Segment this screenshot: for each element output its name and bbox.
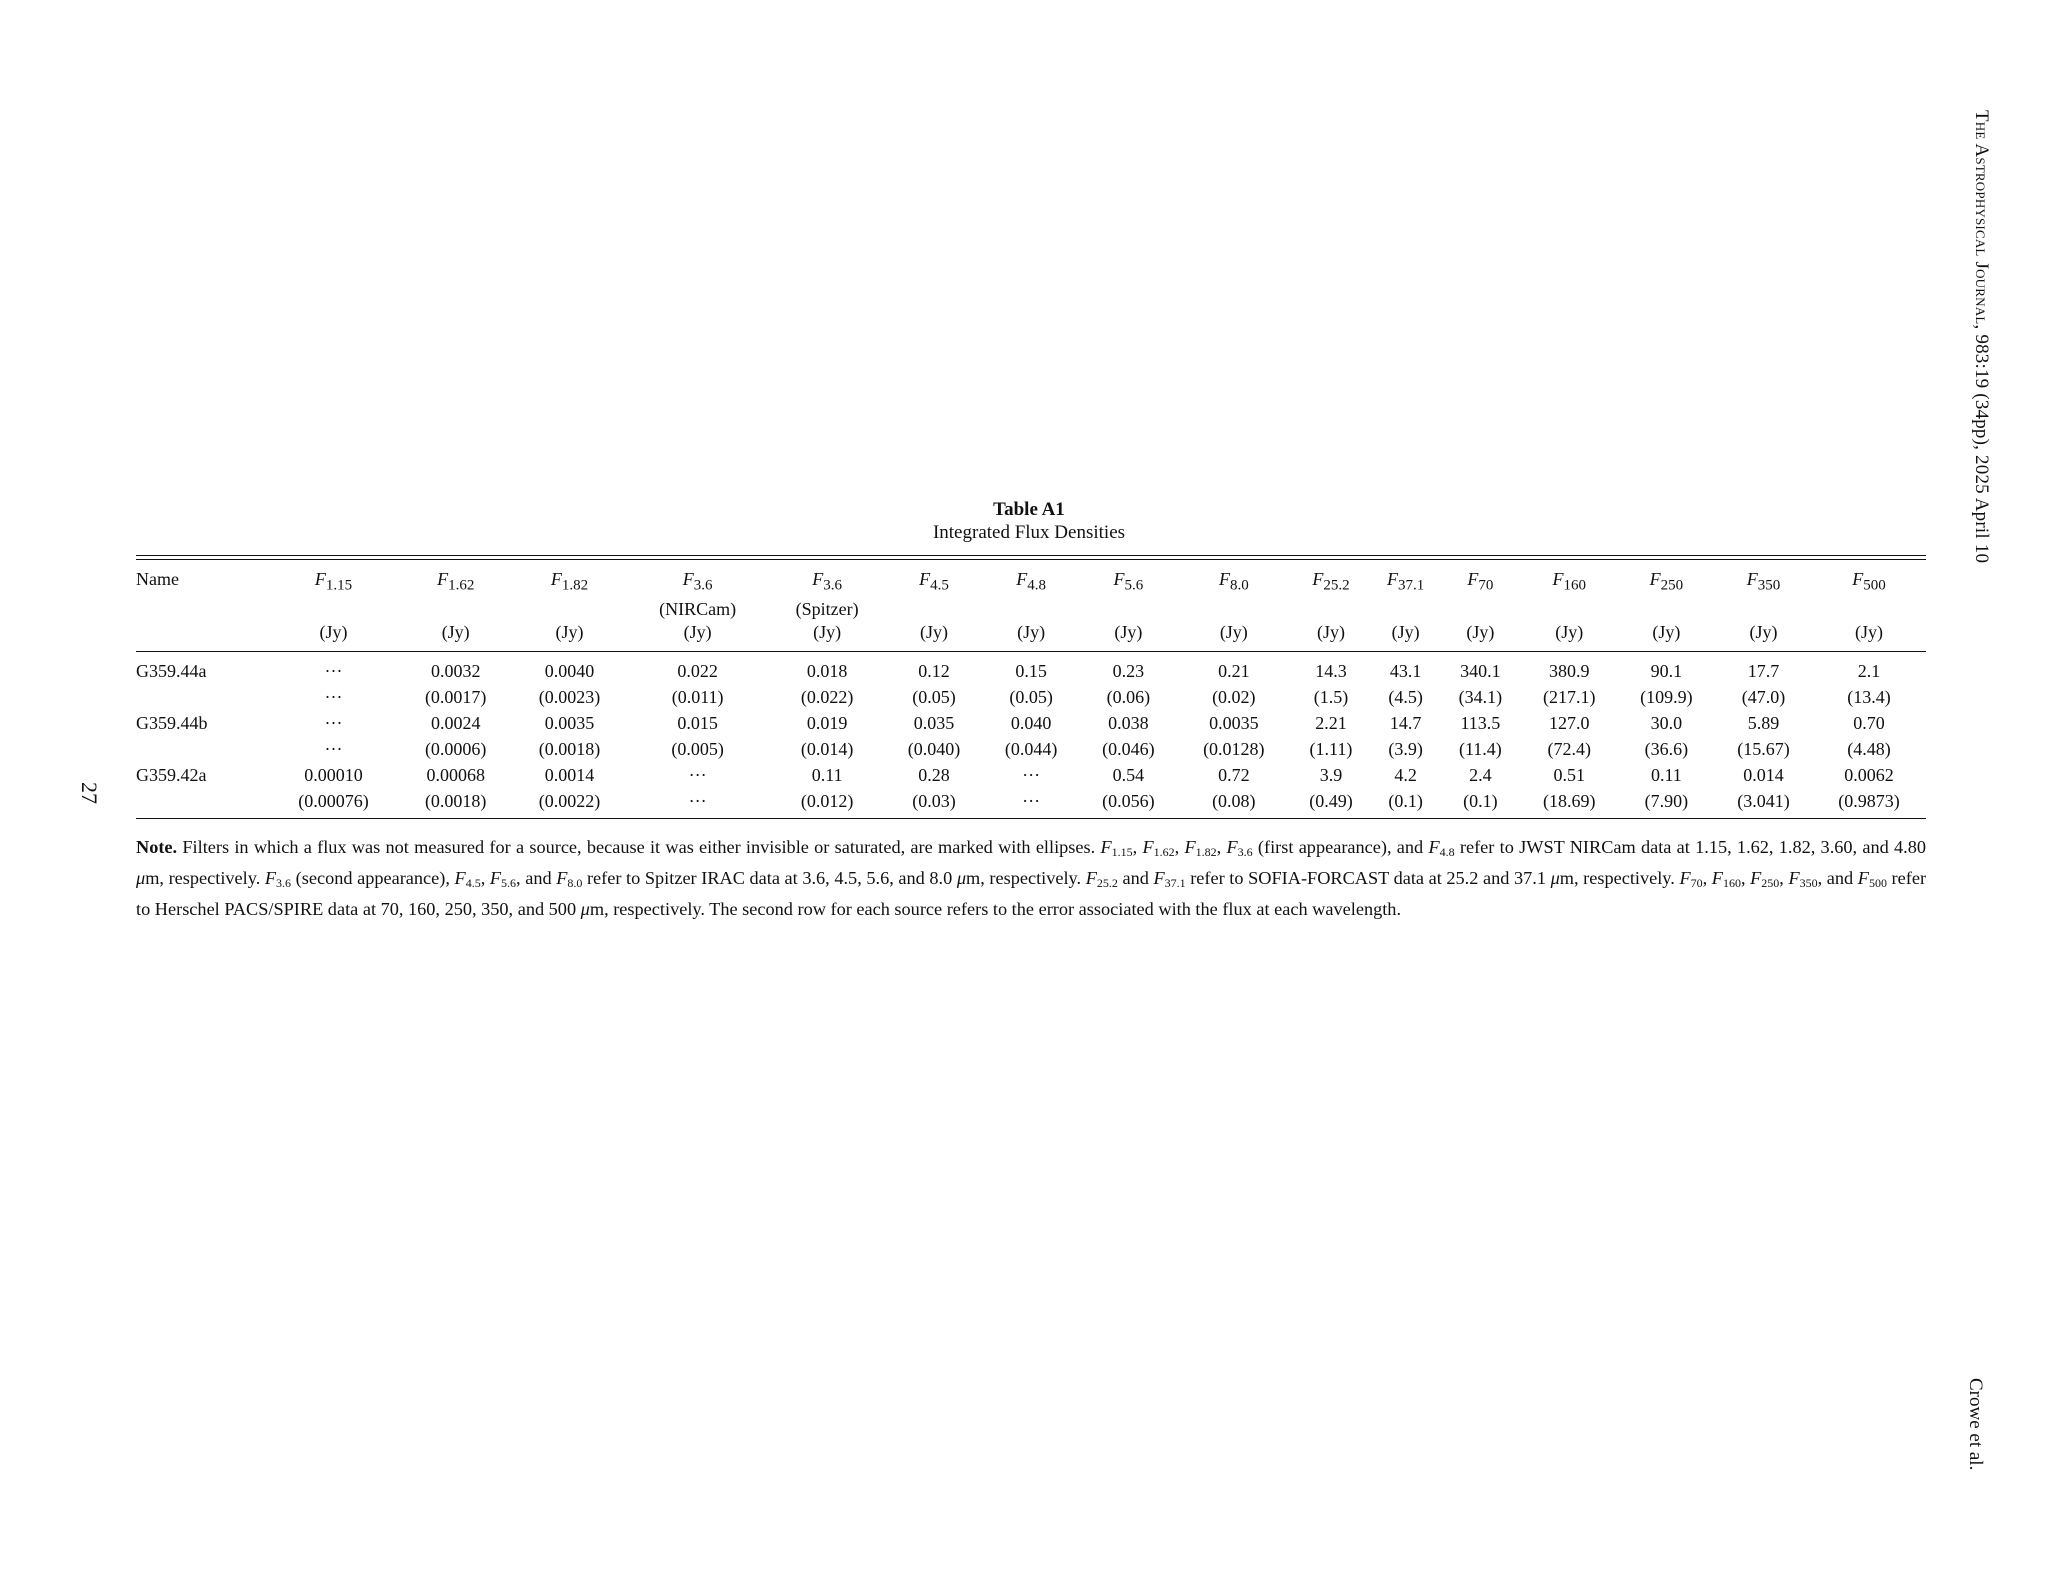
table-cell: ··· [324,712,343,733]
table-cell: 4.2 [1394,764,1417,785]
header-row-units [136,621,1926,652]
table-title: Integrated Flux Densities [932,522,1126,543]
column-header-instrument [1618,597,1715,621]
table-cell: (0.040) [907,738,961,759]
note-subscript: 1.15 [1111,845,1133,859]
column-header-symbol [1177,560,1291,597]
note-mu: μ [136,868,146,888]
flux-subscript: 160 [1563,577,1586,594]
table-cell: (0.044) [1004,738,1058,759]
table-cell: 0.15 [1015,660,1047,681]
column-header-spacer [136,621,268,652]
column-header-instrument [268,597,398,621]
note-mu: μ [956,868,966,888]
flux-symbol: F [682,569,694,589]
table-cell: (0.1) [1440,788,1521,819]
column-header-name: Name [136,569,179,589]
table-cell: (0.0018) [399,788,513,819]
table-row [136,788,1926,819]
flux-subscript: 3.6 [693,577,713,594]
flux-table [136,560,1926,819]
note-subscript: 8.0 [567,876,583,890]
note-symbol: F [1750,868,1762,888]
table-cell: 90.1 [1650,660,1683,681]
flux-symbol: F [1852,569,1864,589]
note-symbol: F [1153,868,1165,888]
note-text: Filters in which a flux was not measured for a source, because it was either invisible or saturated, are marked with ellipses. [177,837,1101,857]
table-cell: ··· [324,738,343,759]
flux-subscript: 5.6 [1124,577,1144,594]
running-header [1964,110,1992,630]
column-header-unit: (Jy) [1371,621,1440,652]
table-cell: ··· [983,788,1080,819]
column-header-symbol [1521,560,1618,597]
note-text: m, respectively. [966,868,1086,888]
table-cell: (0.056) [1080,788,1177,819]
table-cell: 43.1 [1389,660,1422,681]
flux-symbol: F [1387,569,1399,589]
note-subscript: 5.6 [501,876,517,890]
column-header-unit: (Jy) [1440,621,1521,652]
table-cell: 0.022 [677,660,718,681]
flux-symbol: F [1467,569,1479,589]
note-text: , [1779,868,1789,888]
table-cell: 0.0062 [1844,764,1894,785]
note-subscript: 37.1 [1164,876,1186,890]
note-mu: μ [1550,868,1560,888]
column-header-symbol [268,560,398,597]
flux-symbol: F [1016,569,1028,589]
table-cell: 0.54 [1112,764,1145,785]
note-text: (first appearance), and [1252,837,1429,857]
table-cell: 0.0032 [430,660,481,681]
source-name [136,736,268,762]
table-cell: ··· [324,660,343,681]
table-row [136,684,1926,710]
table-cell: (0.00076) [268,788,398,819]
table-cell: (0.0023) [538,686,601,707]
column-header-unit: (Jy) [1080,621,1177,652]
table-row [136,736,1926,762]
table-cell: 127.0 [1548,712,1590,733]
flux-symbol: F [919,569,931,589]
note-symbol: F [489,868,502,888]
column-header-symbol [1812,560,1926,597]
table-body [136,651,1926,818]
flux-subscript: 25.2 [1323,577,1350,594]
note-subscript: 1.62 [1153,845,1175,859]
table-cell: (13.4) [1847,686,1891,707]
table-cell: 0.21 [1218,660,1250,681]
table-note [136,834,1926,922]
column-header-instrument [1715,597,1812,621]
column-header-unit: (Jy) [626,621,768,652]
column-header-symbol [513,560,627,597]
note-text: , and [1817,868,1858,888]
table-cell: 30.0 [1650,712,1683,733]
column-header-instrument [399,597,513,621]
table-cell: 0.040 [1010,712,1052,733]
note-subscript: 4.8 [1439,845,1455,859]
table-cell: 0.00010 [304,764,363,785]
column-header-unit: (Jy) [1715,621,1812,652]
source-name: G359.44b [136,712,208,733]
table-cell: 17.7 [1747,660,1780,681]
column-header-instrument [1521,597,1618,621]
note-symbol: F [1428,837,1440,857]
table-cell: 113.5 [1460,712,1501,733]
column-header-symbol [769,560,886,597]
column-header-symbol [626,560,768,597]
table-cell: 2.21 [1315,712,1347,733]
flux-symbol: F [314,569,326,589]
note-symbol: F [264,868,277,888]
source-name: G359.42a [136,764,207,785]
flux-symbol: F [1113,569,1125,589]
source-name: G359.44a [136,660,207,681]
table-cell: (4.5) [1388,686,1423,707]
flux-symbol: F [1218,569,1230,589]
column-header-symbol [1291,560,1372,597]
column-header-symbol [983,560,1080,597]
table-cell: (3.041) [1715,788,1812,819]
source-name [136,788,268,819]
note-subscript: 500 [1868,876,1887,890]
note-text: m, respectively. [145,868,265,888]
note-text: , [1174,837,1185,857]
table-cell: (15.67) [1737,738,1790,759]
table-cell: (0.08) [1177,788,1291,819]
table-cell: (4.48) [1847,738,1891,759]
column-header-instrument [885,597,982,621]
table-cell: (3.9) [1388,738,1423,759]
table-cell: (0.046) [1102,738,1155,759]
column-header-symbol [1715,560,1812,597]
table-cell: 0.0014 [544,764,595,785]
note-subscript: 250 [1761,876,1780,890]
column-header-instrument [983,597,1080,621]
note-subscript: 1.82 [1195,845,1217,859]
table-cell: (0.012) [769,788,886,819]
flux-symbol: F [1746,569,1758,589]
note-text: m, respectively. The second row for each source refers to the error associated with the flux at each wavelength. [589,899,1402,919]
flux-symbol: F [1312,569,1324,589]
column-header-instrument [513,597,627,621]
table-cell: 0.0024 [430,712,481,733]
table-cell: (47.0) [1741,686,1786,707]
table-cell: 0.12 [918,660,950,681]
table-cell: (0.022) [800,686,854,707]
table-cell: 0.70 [1853,712,1885,733]
header-row-instruments [136,597,1926,621]
note-text: , [1216,837,1227,857]
table-row [136,651,1926,684]
note-symbol: F [1226,837,1238,857]
note-subscript: 4.5 [465,876,481,890]
table-cell: (72.4) [1547,738,1591,759]
journal-name: The Astrophysical Journal [1971,110,1992,325]
table-cell: (0.0022) [513,788,627,819]
note-text: refer to SOFIA-FORCAST data at 25.2 and 37.1 [1185,868,1551,888]
table-cell: 380.9 [1548,660,1590,681]
note-symbol: F [1711,868,1723,888]
table-caption [136,498,1922,544]
table-cell: (36.6) [1644,738,1689,759]
flux-subscript: 4.5 [930,577,949,594]
table-cell: ··· [324,686,343,707]
page-number: 27 [77,782,102,804]
table-cell: (0.06) [1106,686,1151,707]
note-text: , [480,868,490,888]
note-subscript: 160 [1722,876,1741,890]
column-header-symbol [399,560,513,597]
table-cell: (0.0017) [424,686,487,707]
note-text: , and [516,868,557,888]
note-subscript: 3.6 [276,876,292,890]
table-cell: (1.5) [1313,686,1349,707]
column-header-symbol [1080,560,1177,597]
table-cell: (0.49) [1291,788,1372,819]
column-header-symbol [1440,560,1521,597]
note-subscript: 3.6 [1237,845,1253,859]
column-header-instrument [1371,597,1440,621]
flux-subscript: 3.6 [823,577,843,594]
column-header-instrument: (NIRCam) [659,598,737,619]
table-cell: (0.0006) [424,738,487,759]
column-header-instrument [1177,597,1291,621]
column-header-unit: (Jy) [268,621,398,652]
table-cell: (0.03) [885,788,982,819]
note-text: and [1117,868,1154,888]
table-cell: (0.014) [800,738,854,759]
column-header-unit: (Jy) [513,621,627,652]
table-cell: 0.018 [806,660,848,681]
table-label: Table A1 [993,499,1065,520]
table-cell: (0.0128) [1203,738,1265,759]
note-symbol: F [1085,868,1097,888]
table-cell: 3.9 [1319,764,1343,785]
source-name [136,684,268,710]
flux-symbol: F [1649,569,1661,589]
table-cell: 340.1 [1460,660,1501,681]
flux-subscript: 1.62 [448,577,475,594]
note-symbol: F [556,868,568,888]
table-cell: (0.1) [1371,788,1440,819]
table-cell: (109.9) [1640,686,1693,707]
note-text: refer to Spitzer IRAC data at 3.6, 4.5, 5.6, and 8.0 [582,868,957,888]
table-cell: ··· [688,764,707,785]
table-cell: 0.0040 [544,660,595,681]
table-cell: 0.015 [677,712,718,733]
column-header-spacer [136,597,268,621]
column-header-unit: (Jy) [885,621,982,652]
note-subscript: 25.2 [1096,876,1118,890]
column-header-instrument [1812,597,1926,621]
running-footer-authors: Crowe et al. [1965,1378,1986,1471]
note-subscript: 70 [1690,876,1703,890]
table-cell: 0.035 [913,712,955,733]
table-cell: 5.89 [1747,712,1780,733]
table-cell: 0.0035 [1209,712,1259,733]
flux-subscript: 37.1 [1398,577,1425,594]
column-header-instrument: (Spitzer) [795,598,859,619]
table-cell: (0.9873) [1812,788,1926,819]
note-symbol: F [1100,837,1112,857]
flux-symbol: F [550,569,562,589]
table-cell: (1.11) [1309,738,1353,759]
table-cell: 0.014 [1743,764,1784,785]
note-text: , [1132,837,1143,857]
table-cell: (217.1) [1542,686,1596,707]
note-symbol: F [1788,868,1800,888]
table-cell: (18.69) [1521,788,1618,819]
note-text: , [1740,868,1751,888]
column-header-unit: (Jy) [1618,621,1715,652]
table-cell: 0.00068 [426,764,485,785]
table-cell: (0.05) [1009,686,1053,707]
note-mu: μ [580,899,590,919]
note-text: m, respectively. [1559,868,1680,888]
flux-subscript: 1.82 [561,577,589,594]
table-row [136,710,1926,736]
column-header-symbol [1618,560,1715,597]
column-header-unit: (Jy) [983,621,1080,652]
table-cell: 2.4 [1469,764,1492,785]
table-cell: (0.0018) [538,738,601,759]
table-cell: 0.0035 [544,712,595,733]
flux-subscript: 350 [1757,577,1781,594]
table-cell: 2.1 [1857,660,1881,681]
column-header-unit: (Jy) [1177,621,1291,652]
table-cell: 0.51 [1553,764,1585,785]
table-row [136,762,1926,788]
table-cell: 14.3 [1315,660,1347,681]
column-header-unit: (Jy) [1291,621,1372,652]
column-header-instrument [1291,597,1372,621]
column-header-instrument [1440,597,1521,621]
flux-subscript: 8.0 [1229,577,1249,594]
column-header-unit: (Jy) [399,621,513,652]
header-row-symbols [136,560,1926,597]
note-text: refer to JWST NIRCam data at 1.15, 1.62, 1.82, 3.60, and 4.80 [1454,837,1927,857]
table-cell: 0.019 [806,712,848,733]
note-symbol: F [1679,868,1691,888]
column-header-instrument [1080,597,1177,621]
column-header-unit: (Jy) [1521,621,1618,652]
flux-subscript: 500 [1863,577,1886,594]
column-header-unit: (Jy) [1812,621,1926,652]
note-symbol: F [1857,868,1869,888]
column-header-symbol [1371,560,1440,597]
table-cell: 0.038 [1108,712,1149,733]
note-symbol: F [1184,837,1196,857]
flux-subscript: 1.15 [325,577,353,594]
flux-symbol: F [1552,569,1564,589]
table-cell: 0.11 [811,764,843,785]
table-cell: 0.28 [918,764,950,785]
note-symbol: F [1142,837,1154,857]
table-cell: 14.7 [1389,712,1422,733]
table-cell: (34.1) [1458,686,1503,707]
note-text: , [1702,868,1712,888]
note-symbol: F [454,868,466,888]
column-header-symbol [885,560,982,597]
table-cell: 0.23 [1112,660,1145,681]
note-text: (second appearance), [291,868,455,888]
table-cell: ··· [1022,764,1041,785]
note-subscript: 350 [1799,876,1818,890]
flux-subscript: 250 [1660,577,1684,594]
flux-subscript: 4.8 [1027,577,1047,594]
journal-citation: , 983:19 (34pp), 2025 April 10 [1971,324,1992,564]
note-text: refer to Herschel PACS/SPIRE data at 70, 160, 250, 350, and 500 [136,868,1927,919]
column-header-unit: (Jy) [769,621,886,652]
table-cell: 0.72 [1218,764,1250,785]
table-cell: (0.011) [671,686,724,707]
flux-symbol: F [812,569,824,589]
table-cell: (0.02) [1212,686,1256,707]
flux-subscript: 70 [1478,577,1494,594]
table-cell: ··· [626,788,768,819]
note-label: Note. [136,837,178,857]
table-cell: (0.05) [912,686,956,707]
table-cell: (7.90) [1618,788,1715,819]
table-cell: 0.11 [1650,764,1682,785]
flux-table-container [136,555,1926,819]
table-cell: (11.4) [1458,738,1502,759]
table-cell: (0.005) [671,738,724,759]
flux-symbol: F [437,569,449,589]
